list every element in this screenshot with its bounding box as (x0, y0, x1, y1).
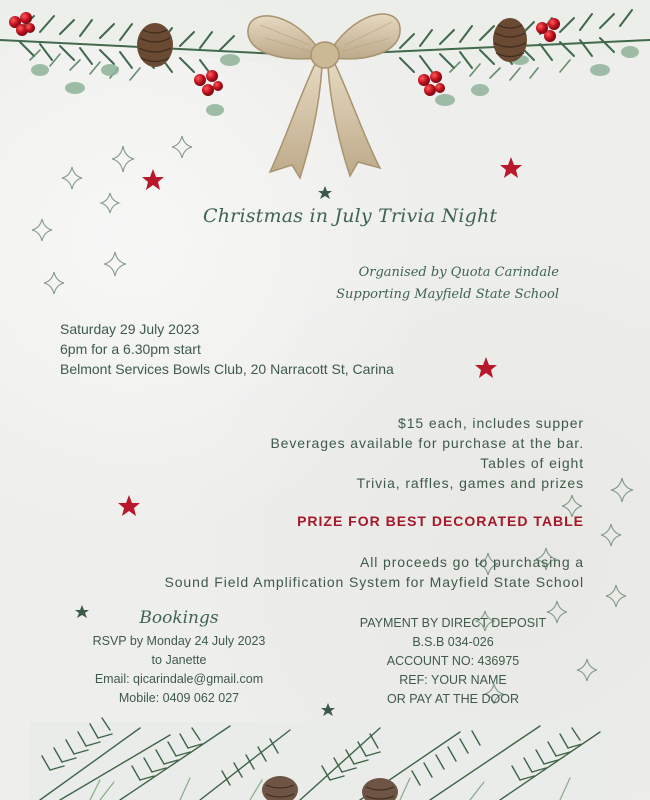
sparkle-star (104, 252, 126, 276)
pine-cone (137, 23, 173, 67)
activities-note: Trivia, raffles, games and prizes (356, 475, 584, 491)
red-star (475, 357, 497, 378)
bookings-heading: Bookings (139, 608, 219, 628)
beverages-note: Beverages available for purchase at the bar. (270, 435, 584, 451)
pine-garland-bottom (30, 718, 608, 800)
event-title: Christmas in July Trivia Night (203, 205, 498, 227)
organised-by: Organised by Quota Carindale (358, 265, 559, 280)
sparkle-star (32, 219, 52, 241)
red-star (500, 157, 522, 178)
bookings-block (60, 608, 298, 708)
organiser-block (336, 262, 559, 306)
sparkle-star (601, 524, 621, 546)
proceeds-line-1: All proceeds go to purchasing a (359, 554, 584, 570)
supporting: Supporting Mayfield State School (336, 287, 559, 302)
red-star (118, 495, 140, 516)
event-details (60, 319, 394, 379)
contact-mobile[interactable]: Mobile: 0409 062 027 (118, 691, 240, 705)
red-star (142, 169, 164, 190)
payment-reference: REF: YOUR NAME (399, 673, 507, 687)
payment-method: PAYMENT BY DIRECT DEPOSIT (359, 616, 547, 630)
sparkle-star (172, 136, 192, 158)
sparkle-star (611, 478, 633, 502)
payment-account: ACCOUNT NO: 436975 (386, 654, 520, 668)
event-time: 6pm for a 6.30pm start (60, 341, 201, 357)
tables-note: Tables of eight (480, 455, 584, 471)
sparkle-star (62, 167, 82, 189)
proceeds-note (165, 552, 585, 592)
sparkle-star (44, 272, 64, 294)
event-info (270, 413, 584, 493)
payment-bsb: B.S.B 034-026 (412, 635, 494, 649)
holly-berries (194, 70, 223, 96)
payment-alternative: OR PAY AT THE DOOR (387, 692, 519, 706)
contact-email[interactable]: Email: qicarindale@gmail.com (94, 672, 264, 686)
rsvp-date: RSVP by Monday 24 July 2023 (92, 634, 266, 648)
event-venue: Belmont Services Bowls Club, 20 Narracott St, Carina (60, 361, 394, 377)
green-star (318, 186, 332, 199)
proceeds-line-2: Sound Field Amplification System for Mayfield State School (164, 574, 584, 590)
rsvp-contact: to Janette (151, 653, 207, 667)
pine-cone (493, 18, 527, 62)
sparkle-star (112, 146, 134, 172)
sparkle-star (577, 659, 597, 681)
holly-berries (418, 71, 445, 96)
payment-block (340, 614, 566, 709)
ticket-price: $15 each, includes supper (398, 415, 584, 431)
green-star (321, 703, 335, 716)
sparkle-star (101, 193, 119, 213)
event-date: Saturday 29 July 2023 (60, 321, 200, 337)
prize-banner: PRIZE FOR BEST DECORATED TABLE (297, 513, 584, 529)
sparkle-star (606, 585, 626, 607)
